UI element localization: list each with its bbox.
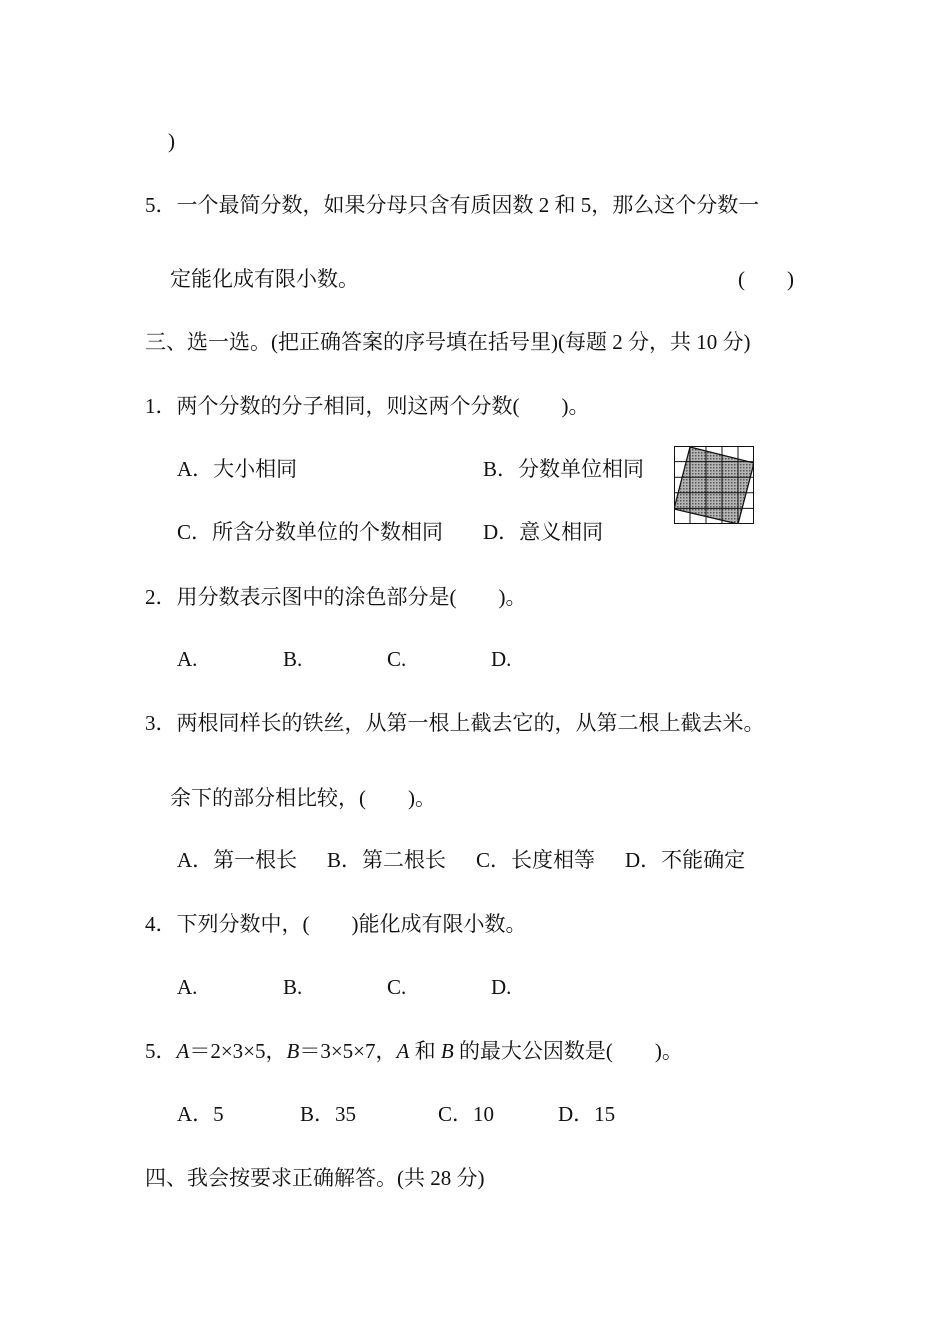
- judge-q5-answer-bracket: ( ): [738, 267, 794, 291]
- q4-option-a: A.: [177, 975, 198, 999]
- q4-option-d: D.: [491, 975, 512, 999]
- q5-expr-b: ＝3×5×7，: [299, 1039, 397, 1063]
- q4-option-c: C.: [387, 975, 407, 999]
- continued-bracket: ): [168, 129, 175, 153]
- q3-line2: 余下的部分相比较，( )。: [170, 786, 436, 810]
- q5-var-a: A: [176, 1039, 190, 1063]
- q1-option-c: C．所含分数单位的个数相同: [177, 520, 444, 544]
- q5-var-a-2: A: [396, 1039, 410, 1063]
- q1-stem: 1．两个分数的分子相同，则这两个分数( )。: [145, 394, 590, 418]
- q5-var-b-2: B: [440, 1039, 454, 1063]
- q3-option-c: C．长度相等: [476, 848, 596, 872]
- shaded-tilted-square: [674, 447, 754, 524]
- q4-stem: 4．下列分数中，( )能化成有限小数。: [145, 912, 527, 936]
- q5-and: 和: [409, 1039, 441, 1063]
- q2-stem: 2．用分数表示图中的涂色部分是( )。: [145, 585, 527, 609]
- q2-option-c: C.: [387, 647, 407, 671]
- q5-expr-a: ＝2×3×5，: [189, 1039, 287, 1063]
- q3-option-d: D．不能确定: [625, 848, 746, 872]
- q5-var-b: B: [286, 1039, 300, 1063]
- q5-stem: [145, 1038, 683, 1064]
- judge-q5-line2: 定能化成有限小数。: [170, 267, 359, 291]
- q5-number: 5．: [145, 1039, 177, 1063]
- q3-option-b: B．第二根长: [327, 848, 447, 872]
- judge-q5-line1: 5．一个最简分数，如果分母只含有质因数 2 和 5，那么这个分数一: [145, 193, 760, 217]
- shaded-square-grid-figure: [674, 446, 754, 524]
- section3-heading: 三、选一选。(把正确答案的序号填在括号里)(每题 2 分，共 10 分): [145, 330, 751, 354]
- q5-option-c: C．10: [438, 1102, 495, 1126]
- q5-tail: 的最大公因数是( )。: [453, 1039, 683, 1063]
- q5-option-a: A．5: [177, 1102, 224, 1126]
- q4-option-b: B.: [283, 975, 303, 999]
- q2-option-a: A.: [177, 647, 198, 671]
- q2-option-b: B.: [283, 647, 303, 671]
- q5-option-d: D．15: [558, 1102, 616, 1126]
- q1-option-d: D．意义相同: [483, 520, 604, 544]
- q2-option-d: D.: [491, 647, 512, 671]
- q5-option-b: B．35: [300, 1102, 357, 1126]
- q3-option-a: A．第一根长: [177, 848, 298, 872]
- section4-heading: 四、我会按要求正确解答。(共 28 分): [145, 1166, 485, 1190]
- q1-option-b: B．分数单位相同: [483, 457, 645, 481]
- q1-option-a: A．大小相同: [177, 457, 298, 481]
- q3-line1: 3．两根同样长的铁丝，从第一根上截去它的，从第二根上截去米。: [145, 711, 765, 735]
